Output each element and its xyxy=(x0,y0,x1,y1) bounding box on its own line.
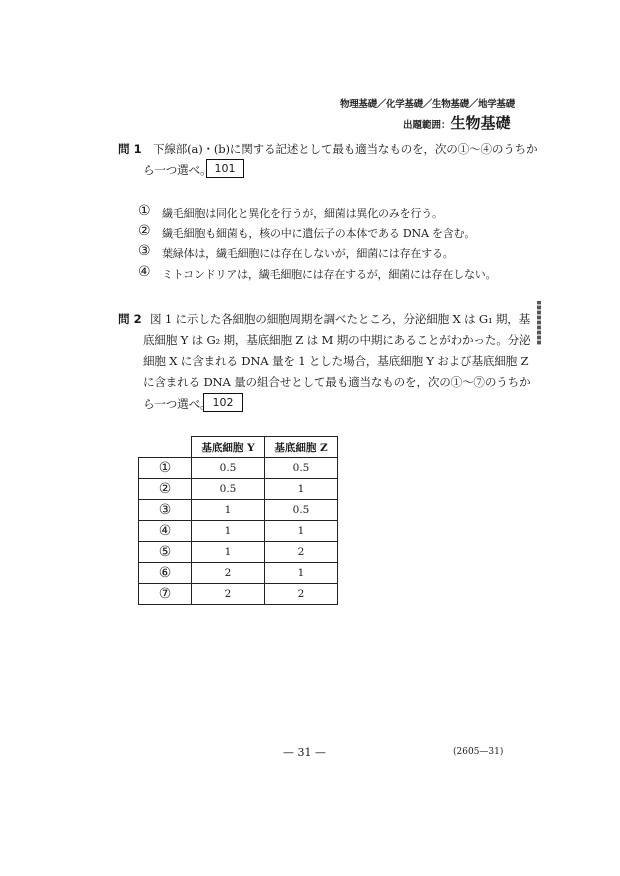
question-2-line-3: 細胞 X に含まれる DNA 量を 1 とした場合，基底細胞 Y および基底細胞 Z xyxy=(143,354,529,368)
row-number: ③ xyxy=(139,500,192,521)
exam-range-value: 生物基礎 xyxy=(450,114,511,132)
option-text: 繊毛細胞も細菌も，核の中に遺伝子の本体である DNA を含む。 xyxy=(162,227,476,240)
cell-y: 1 xyxy=(192,542,265,563)
page-code: (2605—31) xyxy=(453,747,504,757)
row-number: ⑦ xyxy=(139,584,192,605)
option-number: ① xyxy=(138,203,151,219)
cell-y: 0.5 xyxy=(192,458,265,479)
answer-box-101[interactable]: 101 xyxy=(206,159,244,178)
row-number: ① xyxy=(139,458,192,479)
table-row xyxy=(139,479,338,500)
cell-z: 2 xyxy=(265,542,338,563)
subject-list: 物理基礎／化学基礎／生物基礎／地学基礎 xyxy=(340,99,515,110)
cell-y: 1 xyxy=(192,521,265,542)
option-text: 葉緑体は，繊毛細胞には存在しないが，細菌には存在する。 xyxy=(162,247,454,260)
cell-z: 0.5 xyxy=(265,500,338,521)
option-number: ③ xyxy=(138,243,151,259)
column-header-y: 基底細胞 Y xyxy=(192,437,265,458)
table-header-row xyxy=(139,437,338,458)
cell-z: 1 xyxy=(265,521,338,542)
exam-range xyxy=(403,112,511,133)
table-row xyxy=(139,458,338,479)
table-row xyxy=(139,584,338,605)
cell-z: 0.5 xyxy=(265,458,338,479)
question-2-line-5: ら一つ選べ。 xyxy=(143,397,212,411)
cell-y: 1 xyxy=(192,500,265,521)
cell-y: 2 xyxy=(192,584,265,605)
table-row xyxy=(139,500,338,521)
question-1-number: 問 1 xyxy=(118,142,142,156)
table-row xyxy=(139,563,338,584)
question-1-line-2: ら一つ選べ。 xyxy=(143,163,212,177)
question-2-line-4: に含まれる DNA 量の組合せとして最も適当なものを，次の①～⑦のうちか xyxy=(143,375,531,389)
side-index-mark xyxy=(537,301,541,345)
page-number: — 31 — xyxy=(283,746,326,759)
row-number: ⑤ xyxy=(139,542,192,563)
option-text: 繊毛細胞は同化と異化を行うが，細菌は異化のみを行う。 xyxy=(162,207,443,220)
cell-y: 0.5 xyxy=(192,479,265,500)
option-text: ミトコンドリアは，繊毛細胞には存在するが，細菌には存在しない。 xyxy=(162,268,497,281)
table-corner xyxy=(139,437,192,458)
cell-y: 2 xyxy=(192,563,265,584)
cell-z: 2 xyxy=(265,584,338,605)
option-number: ④ xyxy=(138,264,151,280)
question-2-number: 問 2 xyxy=(118,312,142,326)
column-header-z: 基底細胞 Z xyxy=(265,437,338,458)
row-number: ⑥ xyxy=(139,563,192,584)
cell-z: 1 xyxy=(265,479,338,500)
row-number: ② xyxy=(139,479,192,500)
option-number: ② xyxy=(138,223,151,239)
row-number: ④ xyxy=(139,521,192,542)
question-1-line-1: 下線部(a)・(b)に関する記述として最も適当なものを，次の①～④のうちか xyxy=(153,142,538,156)
table-row xyxy=(139,542,338,563)
dna-table xyxy=(138,436,338,605)
table-row xyxy=(139,521,338,542)
question-2-line-2: 底細胞 Y は G₂ 期，基底細胞 Z は M 期の中期にあることがわかった。分泌 xyxy=(143,333,531,347)
answer-box-102[interactable]: 102 xyxy=(203,393,243,412)
exam-range-label: 出題範囲： xyxy=(403,120,451,131)
cell-z: 1 xyxy=(265,563,338,584)
question-2-line-1: 図 1 に示した各細胞の細胞周期を調べたところ，分泌細胞 X は G₁ 期，基 xyxy=(150,312,531,326)
